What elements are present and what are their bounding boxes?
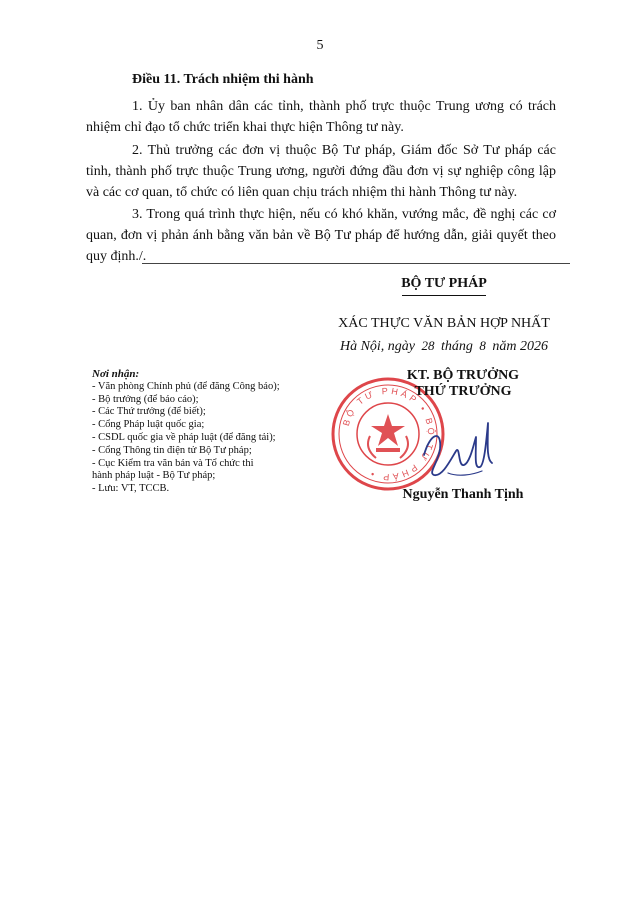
authentication-title: XÁC THỰC VĂN BẢN HỢP NHẤT — [338, 316, 550, 331]
paragraph-1-text: 1. Ủy ban nhân dân các tỉnh, thành phố trực thuộc Trung ương có trách nhiệm chỉ đạo tổ chức triển khai thực hiện Thông tư này. — [86, 99, 556, 135]
article-title: Điều 11. Trách nhiệm thi hành — [132, 72, 314, 87]
signer-role-line-2: THỨ TRƯỞNG — [414, 384, 512, 399]
signature-icon — [418, 415, 498, 485]
paragraph-3-text: 3. Trong quá trình thực hiện, nếu có khó khăn, vướng mắc, đề nghị các cơ quan, đơn vị phản ánh bằng văn bản về Bộ Tư pháp để hướng dẫn, giải quyết theo quy định./. — [86, 207, 556, 264]
date-month: 8 — [479, 338, 486, 353]
article-paragraph-1 — [86, 96, 556, 138]
recipients-block — [92, 368, 328, 496]
recipient-item: - Cổng Pháp luật quốc gia; — [92, 419, 205, 431]
ministry-underline — [402, 295, 486, 296]
date-line — [300, 338, 588, 355]
ministry-name: BỘ TƯ PHÁP — [401, 276, 487, 291]
date-month-label: tháng — [441, 339, 473, 354]
signer-name: Nguyễn Thanh Tịnh — [402, 487, 524, 502]
recipient-item: - Cục Kiểm tra văn bản và Tổ chức thi — [92, 457, 254, 469]
page-number: 5 — [316, 38, 324, 53]
recipient-item: - CSDL quốc gia về pháp luật (để đăng tải); — [92, 431, 276, 443]
recipient-item: - Các Thứ trưởng (để biết); — [92, 406, 206, 418]
signer-role-line-1: KT. BỘ TRƯỞNG — [406, 368, 520, 383]
section-divider — [142, 263, 570, 264]
recipient-item: - Bộ trưởng (để báo cáo); — [92, 393, 199, 405]
recipient-item: - Cổng Thông tin điện tử Bộ Tư pháp; — [92, 444, 252, 456]
recipients-heading: Nơi nhận: — [92, 368, 140, 380]
svg-text:BỘ TƯ PHÁP • BỘ TƯ PHÁP •: BỘ TƯ PHÁP • BỘ TƯ PHÁP • — [340, 385, 437, 483]
article-paragraph-3 — [86, 204, 556, 267]
paragraph-2-text: 2. Thủ trưởng các đơn vị thuộc Bộ Tư pháp, Giám đốc Sở Tư pháp các tỉnh, thành phố trực thuộc Trung ương, người đứng đầu đơn vị sự nghiệp công lập và các cơ quan, tổ chức có liên quan chịu trách nhiệm thi hành Thông tư này. — [86, 143, 556, 200]
recipient-item: - Văn phòng Chính phủ (để đăng Công báo); — [92, 380, 280, 392]
date-prefix: Hà Nội, ngày — [339, 339, 416, 354]
article-paragraph-2 — [86, 140, 556, 203]
recipient-item: hành pháp luật - Bộ Tư pháp; — [92, 470, 216, 482]
date-day: 28 — [421, 338, 435, 353]
date-year-label: năm 2026 — [492, 339, 549, 354]
recipient-item: - Lưu: VT, TCCB. — [92, 483, 170, 495]
